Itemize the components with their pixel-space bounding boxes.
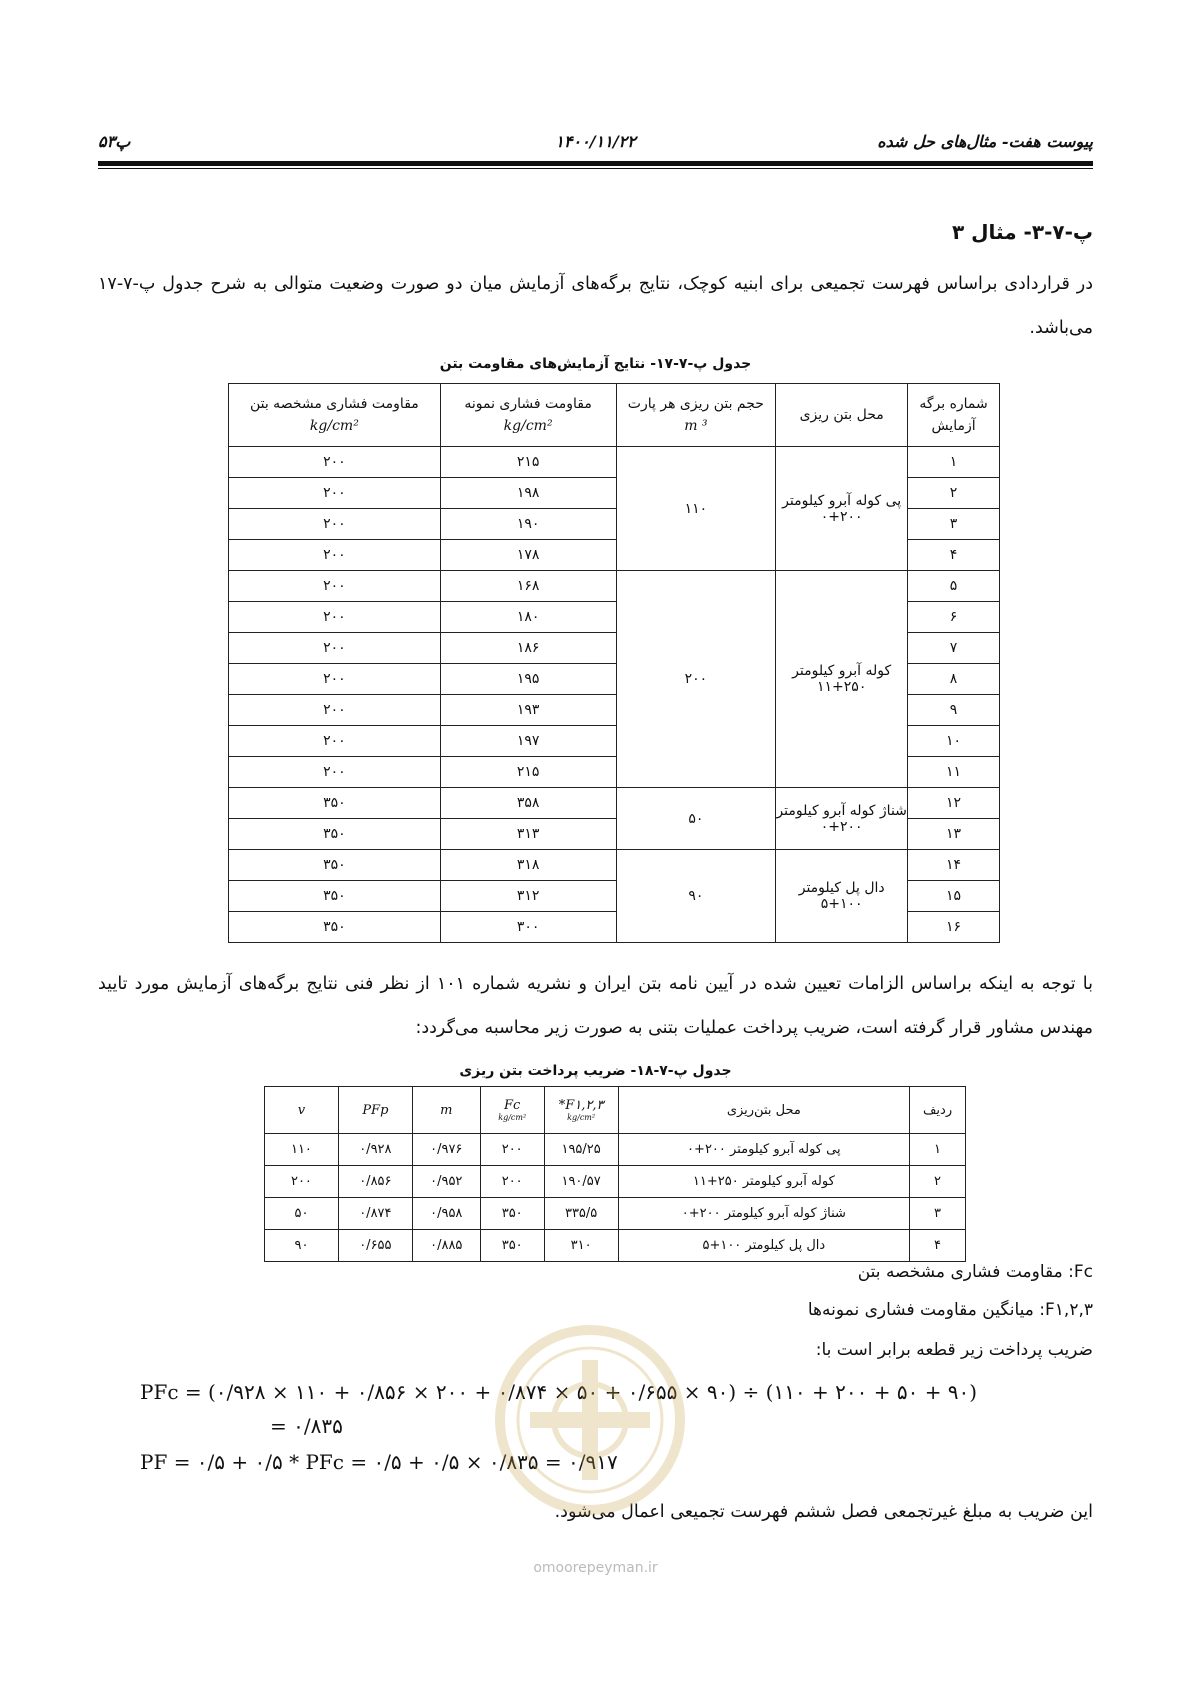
header-rule-thin — [98, 168, 1093, 169]
v-cell: ۱۱۰ — [265, 1134, 339, 1166]
location-cell: شناژ کوله آبرو کیلومتر ۲۰۰+۰ — [618, 1198, 909, 1230]
header-date: ۱۴۰۰/۱۱/۲۲ — [555, 132, 636, 151]
sample-strength-cell: ۱۸۶ — [440, 633, 616, 664]
sheet-no-cell: ۱۵ — [908, 881, 1000, 912]
intro-paragraph: در قراردادی براساس فهرست تجمیعی برای ابنیه کوچک، نتایج برگه‌های آزمایش میان دو صورت وضعیت متوالی به شرح جدول پ-۷-۱۷ می‌باشد. — [98, 274, 1093, 338]
closing-paragraph: این ضریب به مبلغ غیرتجمعی فصل ششم فهرست تجمیعی اعمال می‌شود. — [554, 1502, 1093, 1522]
sample-strength-cell: ۱۸۰ — [440, 602, 616, 633]
table-row — [265, 1230, 966, 1262]
spec-strength-cell: ۲۰۰ — [229, 602, 441, 633]
fc-cell: ۳۵۰ — [480, 1230, 544, 1262]
sample-strength-cell: ۳۰۰ — [440, 912, 616, 943]
sheet-no-cell: ۱۲ — [908, 788, 1000, 819]
f123-cell: ۱۹۰/۵۷ — [544, 1166, 618, 1198]
f123-cell: ۳۱۰ — [544, 1230, 618, 1262]
sheet-no-cell: ۶ — [908, 602, 1000, 633]
table-row — [265, 1166, 966, 1198]
payment-factor-table — [264, 1086, 966, 1262]
header-page-number: پ۵۳ — [98, 132, 131, 151]
header-location: محل بتن ریزی — [776, 384, 908, 447]
m-cell: ۰/۹۵۸ — [412, 1198, 480, 1230]
spec-strength-cell: ۲۰۰ — [229, 540, 441, 571]
f123-cell: ۱۹۵/۲۵ — [544, 1134, 618, 1166]
header-sample-strength: مقاومت فشاری نمونه kg/cm² — [440, 384, 616, 447]
table-row — [229, 447, 1000, 478]
watermark-url: omoorepeyman.ir — [533, 1560, 658, 1576]
header-volume: حجم بتن ریزی هر پارت m ³ — [616, 384, 776, 447]
example-heading: پ-۷-۳- مثال ۳ — [951, 220, 1093, 244]
header-pfp: PFp — [338, 1087, 412, 1134]
sheet-no-cell: ۱ — [908, 447, 1000, 478]
sheet-no-cell: ۱۳ — [908, 819, 1000, 850]
sheet-no-cell: ۱۴ — [908, 850, 1000, 881]
formula-pfc-result: = ۰/۸۳۵ — [270, 1414, 343, 1438]
formula-pf: PF = ۰/۵ + ۰/۵ * PFc = ۰/۵ + ۰/۵ × ۰/۸۳۵ = ۰/۹۱۷ — [140, 1450, 618, 1474]
sheet-no-cell: ۱۱ — [908, 757, 1000, 788]
spec-strength-cell: ۲۰۰ — [229, 695, 441, 726]
row-no-cell: ۳ — [910, 1198, 966, 1230]
table-row — [229, 571, 1000, 602]
pfp-cell: ۰/۶۵۵ — [338, 1230, 412, 1262]
table-row — [265, 1134, 966, 1166]
sheet-no-cell: ۹ — [908, 695, 1000, 726]
sample-strength-cell: ۱۷۸ — [440, 540, 616, 571]
note-formula-intro: ضریب پرداخت زیر قطعه برابر است با: — [815, 1340, 1093, 1360]
sheet-no-cell: ۵ — [908, 571, 1000, 602]
sample-strength-cell: ۲۱۵ — [440, 447, 616, 478]
sample-strength-cell: ۱۶۸ — [440, 571, 616, 602]
concrete-test-results-table — [228, 383, 1000, 943]
volume-cell: ۲۰۰ — [616, 571, 776, 788]
sheet-no-cell: ۱۰ — [908, 726, 1000, 757]
header-f123: F۱,۲,۳* kg/cm² — [544, 1087, 618, 1134]
table-row — [265, 1198, 966, 1230]
watermark-seal-logo — [490, 1320, 690, 1520]
fc-cell: ۲۰۰ — [480, 1166, 544, 1198]
sample-strength-cell: ۱۹۷ — [440, 726, 616, 757]
pfp-cell: ۰/۹۲۸ — [338, 1134, 412, 1166]
v-cell: ۵۰ — [265, 1198, 339, 1230]
sample-strength-cell: ۲۱۵ — [440, 757, 616, 788]
page-header — [98, 128, 1093, 158]
row-no-cell: ۲ — [910, 1166, 966, 1198]
fc-cell: ۳۵۰ — [480, 1198, 544, 1230]
spec-strength-cell: ۲۰۰ — [229, 726, 441, 757]
pfp-cell: ۰/۸۷۴ — [338, 1198, 412, 1230]
v-cell: ۲۰۰ — [265, 1166, 339, 1198]
header-row-no: ردیف — [910, 1087, 966, 1134]
location-cell: کوله آبرو کیلومتر ۲۵۰+۱۱ — [618, 1166, 909, 1198]
volume-cell: ۱۱۰ — [616, 447, 776, 571]
header-location: محل بتن‌ریزی — [618, 1087, 909, 1134]
sample-strength-cell: ۳۵۸ — [440, 788, 616, 819]
spec-strength-cell: ۲۰۰ — [229, 664, 441, 695]
payment-paragraph: با توجه به اینکه براساس الزامات تعیین شده در آیین نامه بتن ایران و نشریه شماره ۱۰۱ از نظر فنی نتایج برگه‌های آزمایش مورد تایید مهندس مشاور قرار گرفته است، ضریب پرداخت عملیات بتنی به صورت زیر محاسبه می‌گردد: — [98, 974, 1093, 1038]
location-cell: کوله آبرو کیلومتر ۲۵۰+۱۱ — [776, 571, 908, 788]
note-fc: Fc: مقاومت فشاری مشخصه بتن — [857, 1262, 1093, 1282]
location-cell: شناژ کوله آبرو کیلومتر ۲۰۰+۰ — [776, 788, 908, 850]
sheet-no-cell: ۳ — [908, 509, 1000, 540]
header-section-title: پیوست هفت- مثال‌های حل شده — [877, 132, 1093, 151]
sheet-no-cell: ۱۶ — [908, 912, 1000, 943]
spec-strength-cell: ۲۰۰ — [229, 509, 441, 540]
spec-strength-cell: ۳۵۰ — [229, 912, 441, 943]
spec-strength-cell: ۲۰۰ — [229, 478, 441, 509]
sample-strength-cell: ۱۹۸ — [440, 478, 616, 509]
header-v: v — [265, 1087, 339, 1134]
location-cell: دال پل کیلومتر ۱۰۰+۵ — [776, 850, 908, 943]
m-cell: ۰/۹۵۲ — [412, 1166, 480, 1198]
spec-strength-cell: ۲۰۰ — [229, 757, 441, 788]
spec-strength-cell: ۳۵۰ — [229, 819, 441, 850]
spec-strength-cell: ۳۵۰ — [229, 850, 441, 881]
header-spec-strength: مقاومت فشاری مشخصه بتن kg/cm² — [229, 384, 441, 447]
sheet-no-cell: ۴ — [908, 540, 1000, 571]
header-m: m — [412, 1087, 480, 1134]
sheet-no-cell: ۲ — [908, 478, 1000, 509]
volume-cell: ۹۰ — [616, 850, 776, 943]
note-f123: F۱,۲,۳: میانگین مقاومت فشاری نمونه‌ها — [807, 1300, 1093, 1320]
spec-strength-cell: ۲۰۰ — [229, 633, 441, 664]
m-cell: ۰/۸۸۵ — [412, 1230, 480, 1262]
f123-cell: ۳۳۵/۵ — [544, 1198, 618, 1230]
spec-strength-cell: ۲۰۰ — [229, 571, 441, 602]
pfp-cell: ۰/۸۵۶ — [338, 1166, 412, 1198]
row-no-cell: ۱ — [910, 1134, 966, 1166]
location-cell: پی کوله آبرو کیلومتر ۲۰۰+۰ — [776, 447, 908, 571]
sample-strength-cell: ۱۹۵ — [440, 664, 616, 695]
sample-strength-cell: ۱۹۰ — [440, 509, 616, 540]
table-row — [229, 788, 1000, 819]
sample-strength-cell: ۳۱۳ — [440, 819, 616, 850]
header-sheet-no: شماره برگه آزمایش — [908, 384, 1000, 447]
fc-cell: ۲۰۰ — [480, 1134, 544, 1166]
sample-strength-cell: ۳۱۲ — [440, 881, 616, 912]
sheet-no-cell: ۸ — [908, 664, 1000, 695]
m-cell: ۰/۹۷۶ — [412, 1134, 480, 1166]
table1-caption: جدول پ-۷-۱۷- نتایج آزمایش‌های مقاومت بتن — [439, 356, 752, 372]
table2-caption: جدول پ-۷-۱۸- ضریب پرداخت بتن ریزی — [459, 1063, 732, 1079]
volume-cell: ۵۰ — [616, 788, 776, 850]
spec-strength-cell: ۳۵۰ — [229, 881, 441, 912]
header-rule-thick — [98, 161, 1093, 166]
location-cell: دال پل کیلومتر ۱۰۰+۵ — [618, 1230, 909, 1262]
sample-strength-cell: ۱۹۳ — [440, 695, 616, 726]
sheet-no-cell: ۷ — [908, 633, 1000, 664]
v-cell: ۹۰ — [265, 1230, 339, 1262]
formula-pfc: PFc = (۰/۹۲۸ × ۱۱۰ + ۰/۸۵۶ × ۲۰۰ + ۰/۸۷۴ × ۵۰ + ۰/۶۵۵ × ۹۰) ÷ (۱۱۰ + ۲۰۰ + ۵۰ + ۹۰) — [140, 1380, 978, 1404]
spec-strength-cell: ۲۰۰ — [229, 447, 441, 478]
row-no-cell: ۴ — [910, 1230, 966, 1262]
table-row — [229, 850, 1000, 881]
spec-strength-cell: ۳۵۰ — [229, 788, 441, 819]
sample-strength-cell: ۳۱۸ — [440, 850, 616, 881]
header-fc: Fc kg/cm² — [480, 1087, 544, 1134]
location-cell: پی کوله آبرو کیلومتر ۲۰۰+۰ — [618, 1134, 909, 1166]
